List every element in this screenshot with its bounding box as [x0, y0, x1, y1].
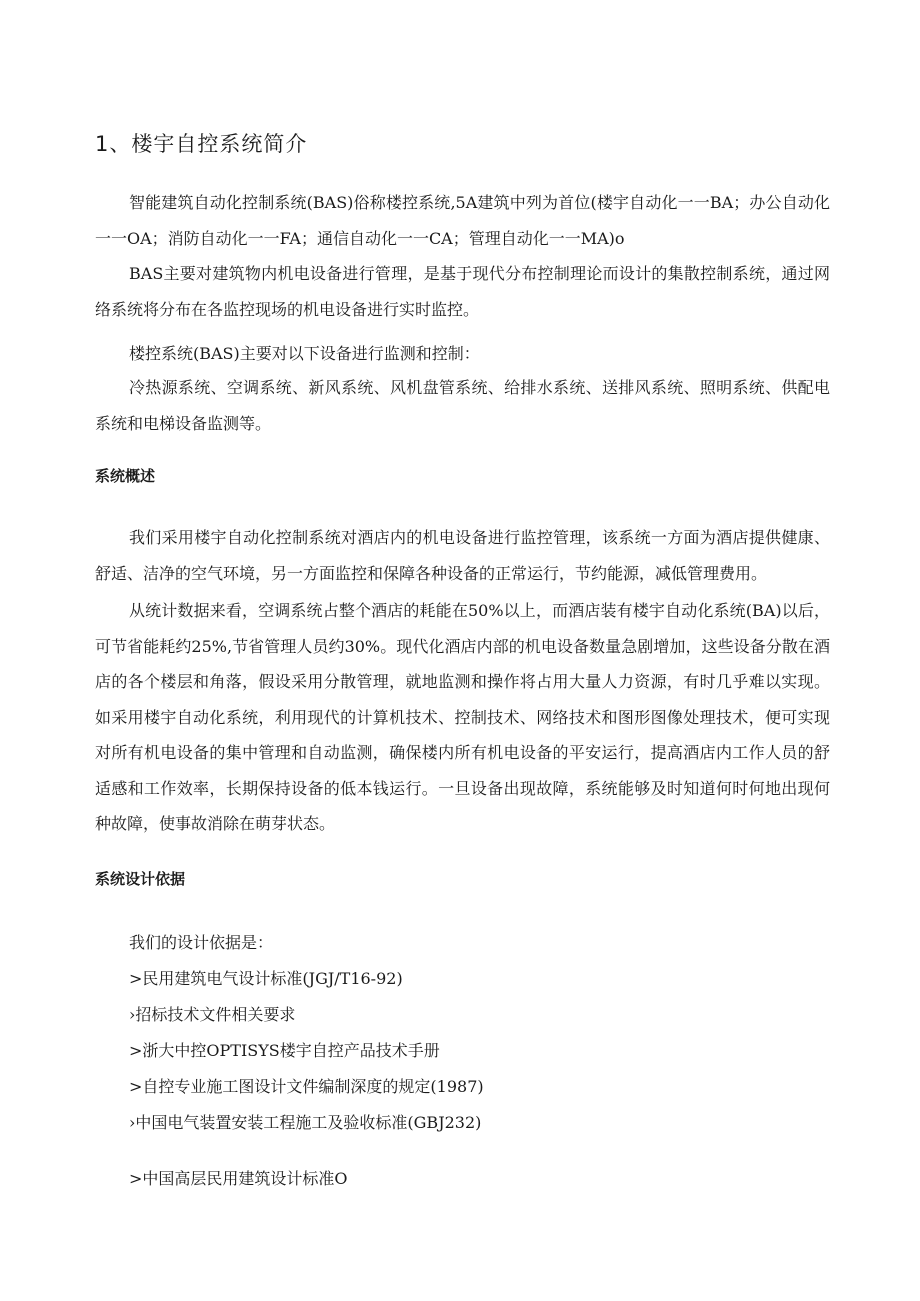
bullet-marker: › [129, 1005, 136, 1024]
bullet-marker: › [129, 1113, 136, 1132]
list-item-text: 民用建筑电气设计标准(JGJ/T16-92) [142, 969, 403, 988]
bullet-marker: > [129, 969, 143, 988]
list-item [129, 1038, 440, 1061]
intro-paragraph-3: 楼控系统(BAS)主要对以下设备进行监测和控制： [129, 344, 480, 363]
list-item-text: 招标技术文件相关要求 [135, 1005, 296, 1024]
bullet-marker: > [129, 1041, 143, 1060]
list-item [129, 1110, 481, 1133]
overview-paragraph-2: 从统计数据来看，空调系统占整个酒店的耗能在50%以上，而酒店装有楼宇自动化系统(BA)以后，可节省能耗约25%,节省管理人员约30%。现代化酒店内部的机电设备数量急剧增加，这些设备分散在酒店的各个楼层和角落，假设采用分散管理，就地监测和操作将占用大量人力资源，有时几乎难以实现。如采用楼宇自动化系统，利用现代的计算机技术、控制技术、网络技术和图形图像处理技术，便可实现对所有机电设备的集中管理和自动监测，确保楼内所有机电设备的平安运行，提高酒店内工作人员的舒适感和工作效率，长期保持设备的低本钱运行。一旦设备出现故障，系统能够及时知道何时何地出现何种故障，使事故消除在萌芽状态。 [95, 601, 830, 833]
overview-paragraph-1: 我们采用楼宇自动化控制系统对酒店内的机电设备进行监控管理，该系统一方面为酒店提供健康、舒适、洁净的空气环境，另一方面监控和保障各种设备的正常运行，节约能源，减低管理费用。 [95, 528, 830, 583]
bullet-marker: > [129, 1077, 143, 1096]
list-item-text: 浙大中控OPTISYS楼宇自控产品技术手册 [142, 1041, 440, 1060]
bullet-marker: > [129, 1169, 143, 1188]
list-item [129, 1002, 295, 1025]
design-basis-intro: 我们的设计依据是： [129, 933, 274, 952]
intro-paragraph-4: 冷热源系统、空调系统、新风系统、风机盘管系统、给排水系统、送排风系统、照明系统、供配电系统和电梯设备监测等。 [95, 378, 830, 433]
overview-heading: 系统概述 [95, 467, 156, 485]
section-title: 1、楼宇自控系统简介 [95, 132, 308, 156]
intro-paragraph-2: BAS主要对建筑物内机电设备进行管理，是基于现代分布控制理论而设计的集散控制系统，通过网络系统将分布在各监控现场的机电设备进行实时监控。 [95, 264, 830, 319]
list-item-text: 中国电气装置安装工程施工及验收标准(GBJ232) [135, 1113, 482, 1132]
list-item-text: 中国高层民用建筑设计标准O [142, 1169, 348, 1188]
list-item-text: 自控专业施工图设计文件编制深度的规定(1987) [142, 1077, 484, 1096]
intro-paragraph-1: 智能建筑自动化控制系统(BAS)俗称楼控系统,5A建筑中列为首位(楼宇自动化一一BA；办公自动化一一OA；消防自动化一一FA；通信自动化一一CA；管理自动化一一MA)o [95, 193, 830, 248]
list-item [129, 1166, 348, 1189]
list-item [129, 1074, 484, 1097]
design-basis-heading: 系统设计依据 [95, 870, 186, 888]
list-item [129, 966, 403, 989]
